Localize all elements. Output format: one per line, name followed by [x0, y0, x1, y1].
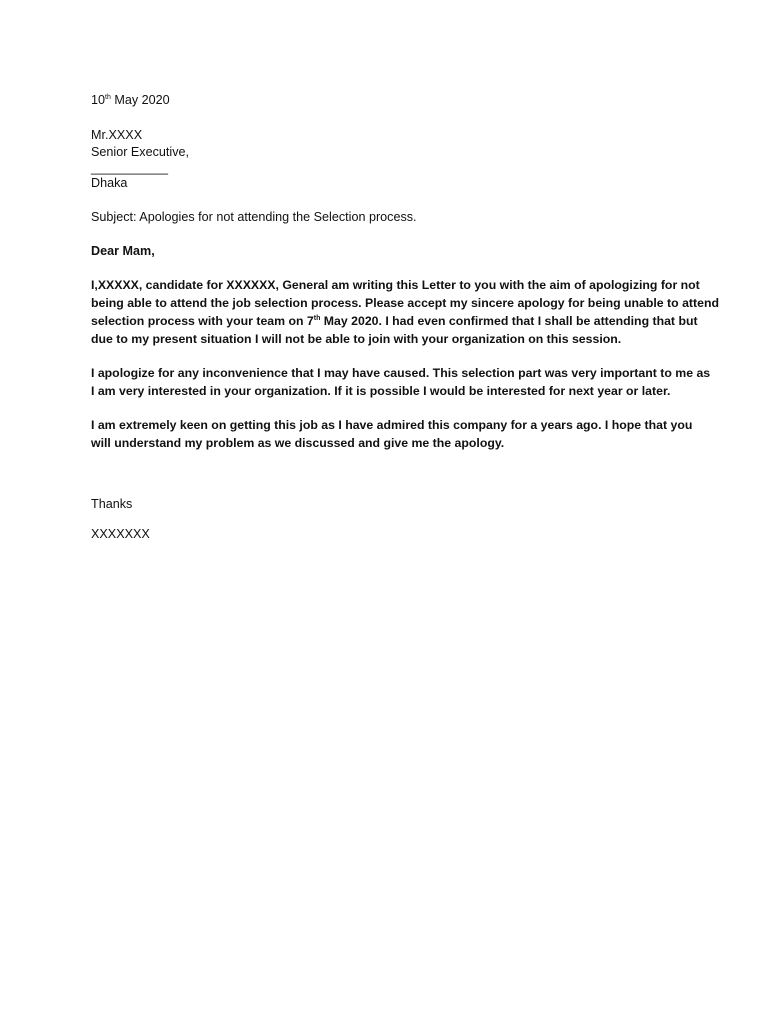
date-line [91, 92, 691, 109]
date-day: 10 [91, 93, 106, 107]
ordinal-suffix: th [313, 315, 321, 322]
paragraph-line: I am extremely keen on getting this job as I have admired this company for a years ago. I hope that you [91, 418, 693, 432]
paragraph-line [91, 312, 698, 330]
subject-line: Subject: Apologies for not attending the Selection process. [91, 210, 417, 224]
paragraph-line-end: May 2020. I had even confirmed that I shall be attending that but [320, 314, 698, 328]
letter-subject [91, 209, 691, 226]
paragraph-line: will understand my problem as we discussed and give me the apology. [91, 436, 505, 450]
letter-page [91, 92, 719, 543]
date-month-year: May 2020 [110, 93, 170, 107]
greeting-line: Dear Mam, [91, 244, 155, 258]
closing-line: Thanks [91, 497, 133, 511]
recipient-title: Senior Executive, [91, 145, 190, 159]
signature-line: XXXXXXX [91, 527, 150, 541]
recipient-address [91, 127, 691, 192]
letter-closing [91, 496, 691, 513]
recipient-name: Mr.XXXX [91, 128, 143, 142]
body-paragraph-3 [91, 416, 691, 452]
date-ordinal-suffix: th [105, 94, 111, 101]
recipient-blank-line: ___________ [91, 161, 169, 175]
paragraph-line: I,XXXXX, candidate for XXXXXX, General am writing this Letter to you with the aim of apologizing for not [91, 278, 700, 292]
letter-date [91, 92, 691, 109]
letter-greeting [91, 243, 691, 260]
paragraph-line: being able to attend the job selection process. Please accept my sincere apology for being unable to attend [91, 296, 719, 310]
body-paragraph-1 [91, 276, 719, 348]
paragraph-line: I apologize for any inconvenience that I may have caused. This selection part was very important to me as [91, 366, 711, 380]
recipient-city: Dhaka [91, 176, 128, 190]
paragraph-line: due to my present situation I will not be able to join with your organization on this session. [91, 332, 622, 346]
body-paragraph-2 [91, 364, 711, 400]
letter-signature [91, 526, 691, 543]
paragraph-line: I am very interested in your organization. If it is possible I would be interested for next year or later. [91, 384, 671, 398]
paragraph-line-start: selection process with your team on 7 [91, 314, 314, 328]
